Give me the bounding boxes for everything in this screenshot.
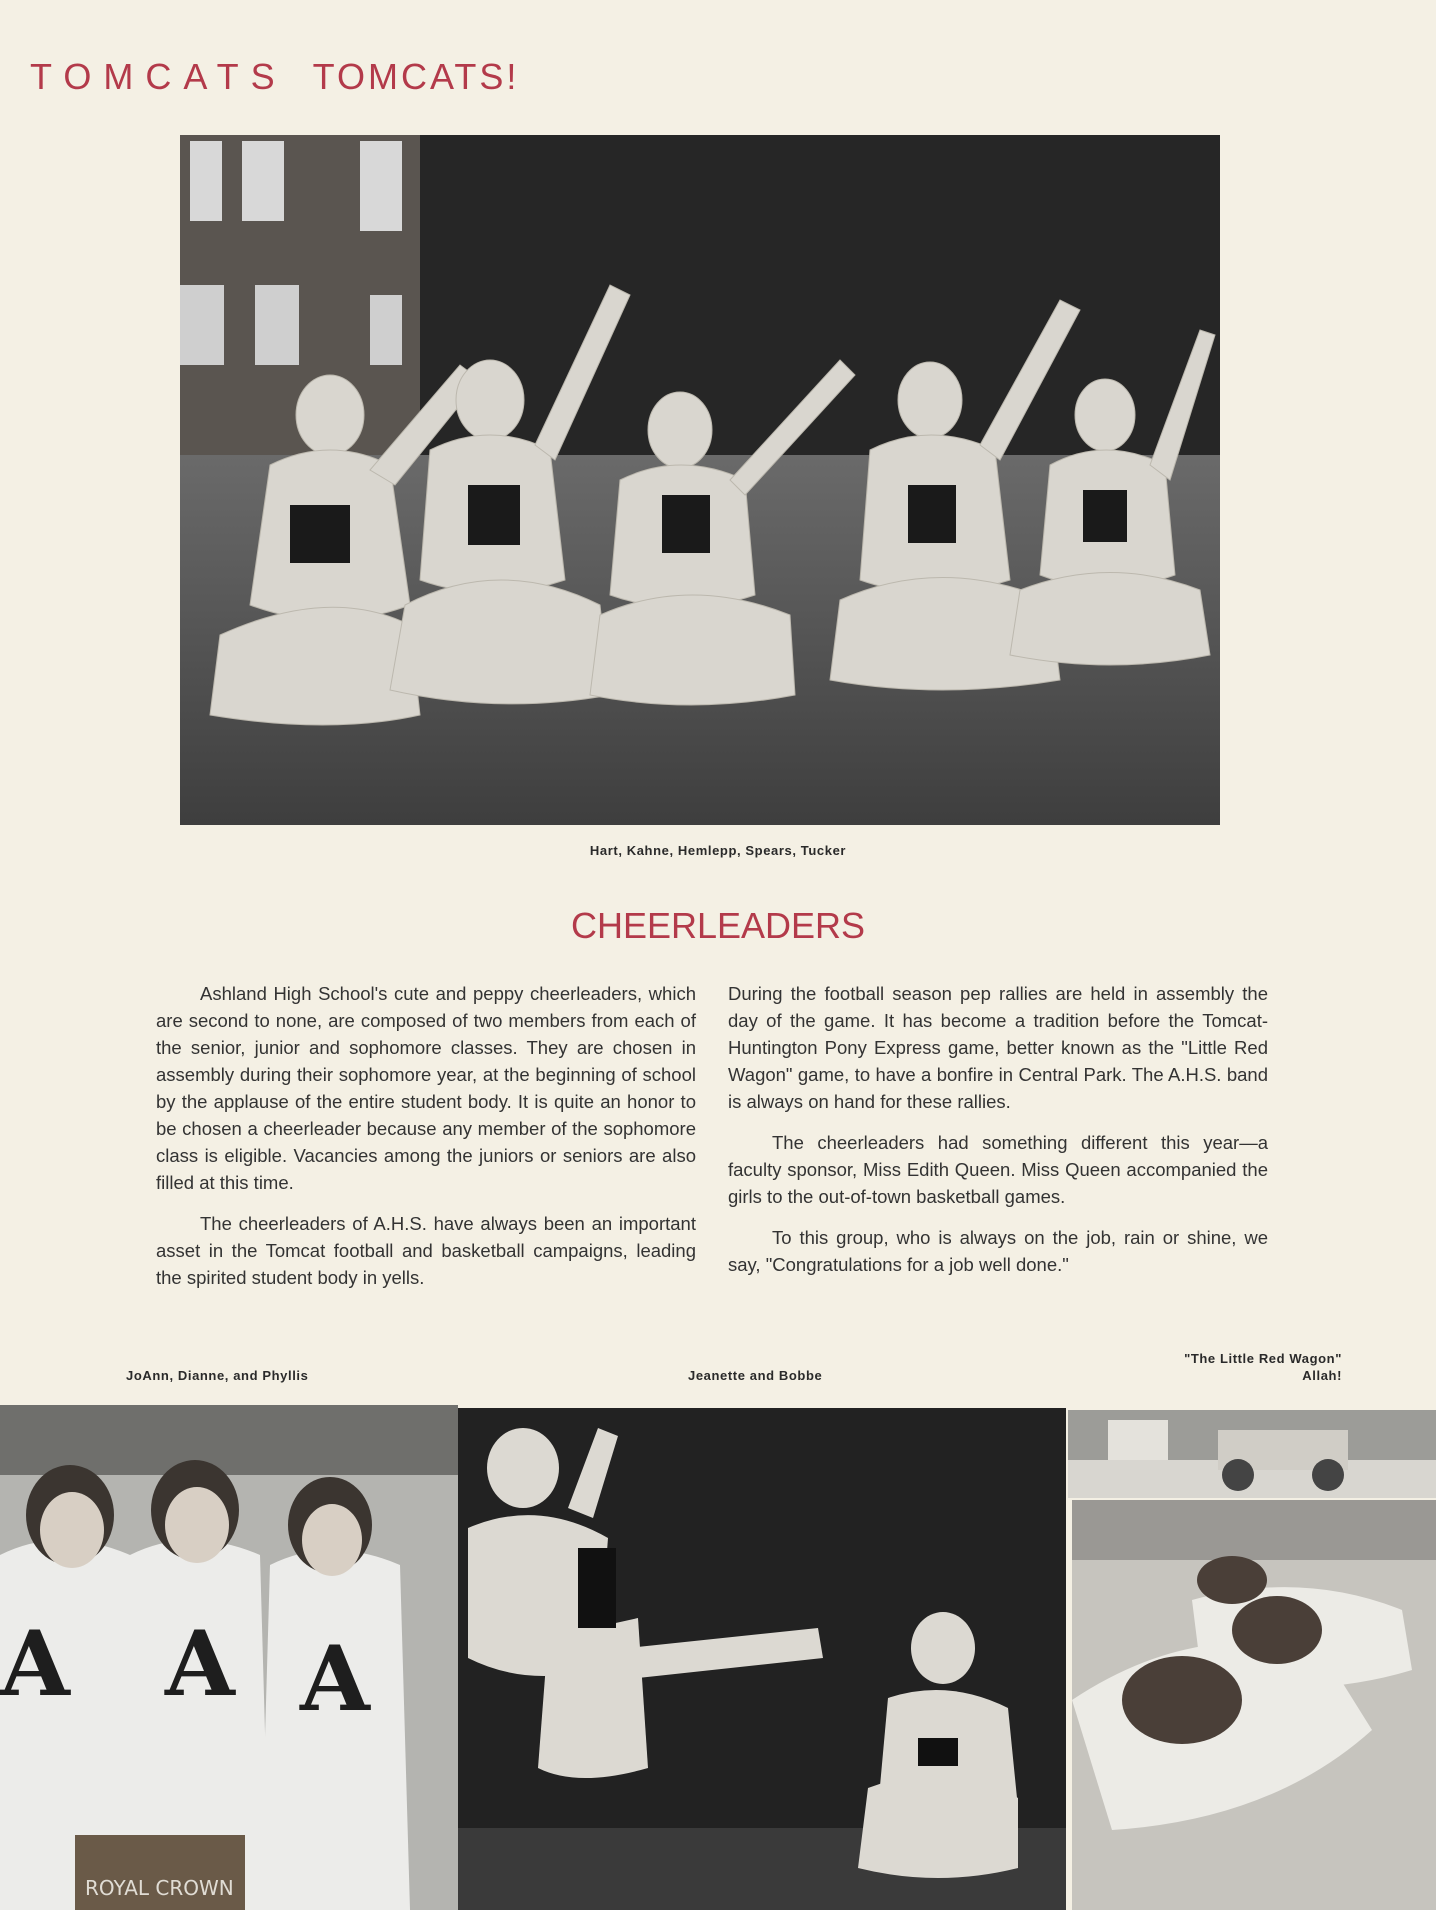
article-paragraph: During the football season pep rallies are held in assembly the day of the game. It has become a tradition before the Tomcat-Huntington Pony Express game, better known as the "Little Red Wagon" game, to have a bonfire in Central Park. The A.H.S. band is always on hand for these rallies. <box>728 983 1268 1112</box>
caption-wagon-line-1: "The Little Red Wagon" <box>1184 1351 1342 1366</box>
page-header <box>30 56 519 98</box>
main-photo-caption: Hart, Kahne, Hemlepp, Spears, Tucker <box>589 843 847 858</box>
photo-little-red-wagon <box>1068 1410 1436 1498</box>
section-title: CHEERLEADERS <box>570 905 866 946</box>
article-paragraph: The cheerleaders had something different this year—a faculty sponsor, Miss Edith Queen. Miss Queen accompanied the girls to the out-of-town basketball games. <box>728 1132 1268 1207</box>
page-margin <box>1436 0 1444 1910</box>
header-word-2: TOMCATS! <box>312 56 520 97</box>
article-left-column <box>156 980 696 1305</box>
article-paragraph: The cheerleaders of A.H.S. have always been an important asset in the Tomcat football and basketball campaigns, leading the spirited student body in yells. <box>156 1213 696 1288</box>
caption-little-red-wagon <box>1184 1350 1342 1384</box>
photo-jeanette-bobbe <box>458 1408 1066 1910</box>
sweater-letter: A <box>165 1611 235 1717</box>
main-cheerleader-photo <box>180 135 1220 825</box>
article-paragraph: Ashland High School's cute and peppy cheerleaders, which are second to none, are composed of two members from each of the senior, junior and sophomore classes. They are chosen in assembly during their sophomore year, at the beginning of school by the applause of the entire student body. It is quite an honor to be chosen a cheerleader because any member of the sophomore class is eligible. Vacancies among the juniors or seniors are also filled at this time. <box>156 983 696 1193</box>
sweater-letter: A <box>0 1611 70 1717</box>
header-word-1: TOMCATS <box>30 56 287 97</box>
caption-wagon-line-2: Allah! <box>1302 1368 1342 1383</box>
caption-jeanette-bobbe: Jeanette and Bobbe <box>688 1368 823 1383</box>
photo-allah <box>1072 1500 1436 1910</box>
photo-wagon-art <box>1068 1410 1436 1498</box>
crate-label: ROYAL CROWN <box>85 1876 234 1900</box>
article-paragraph: To this group, who is always on the job, rain or shine, we say, "Congratulations for a job well done." <box>728 1227 1268 1275</box>
sweater-letter: A <box>300 1626 370 1732</box>
photo-allah-art <box>1072 1500 1436 1910</box>
caption-joann-dianne-phyllis: JoAnn, Dianne, and Phyllis <box>126 1368 309 1383</box>
photo-trio-art <box>0 1405 458 1910</box>
photo-joann-dianne-phyllis <box>0 1405 458 1910</box>
photo-kick-art <box>458 1408 1066 1910</box>
main-photo-art <box>180 135 1220 825</box>
article-right-column <box>728 980 1268 1292</box>
